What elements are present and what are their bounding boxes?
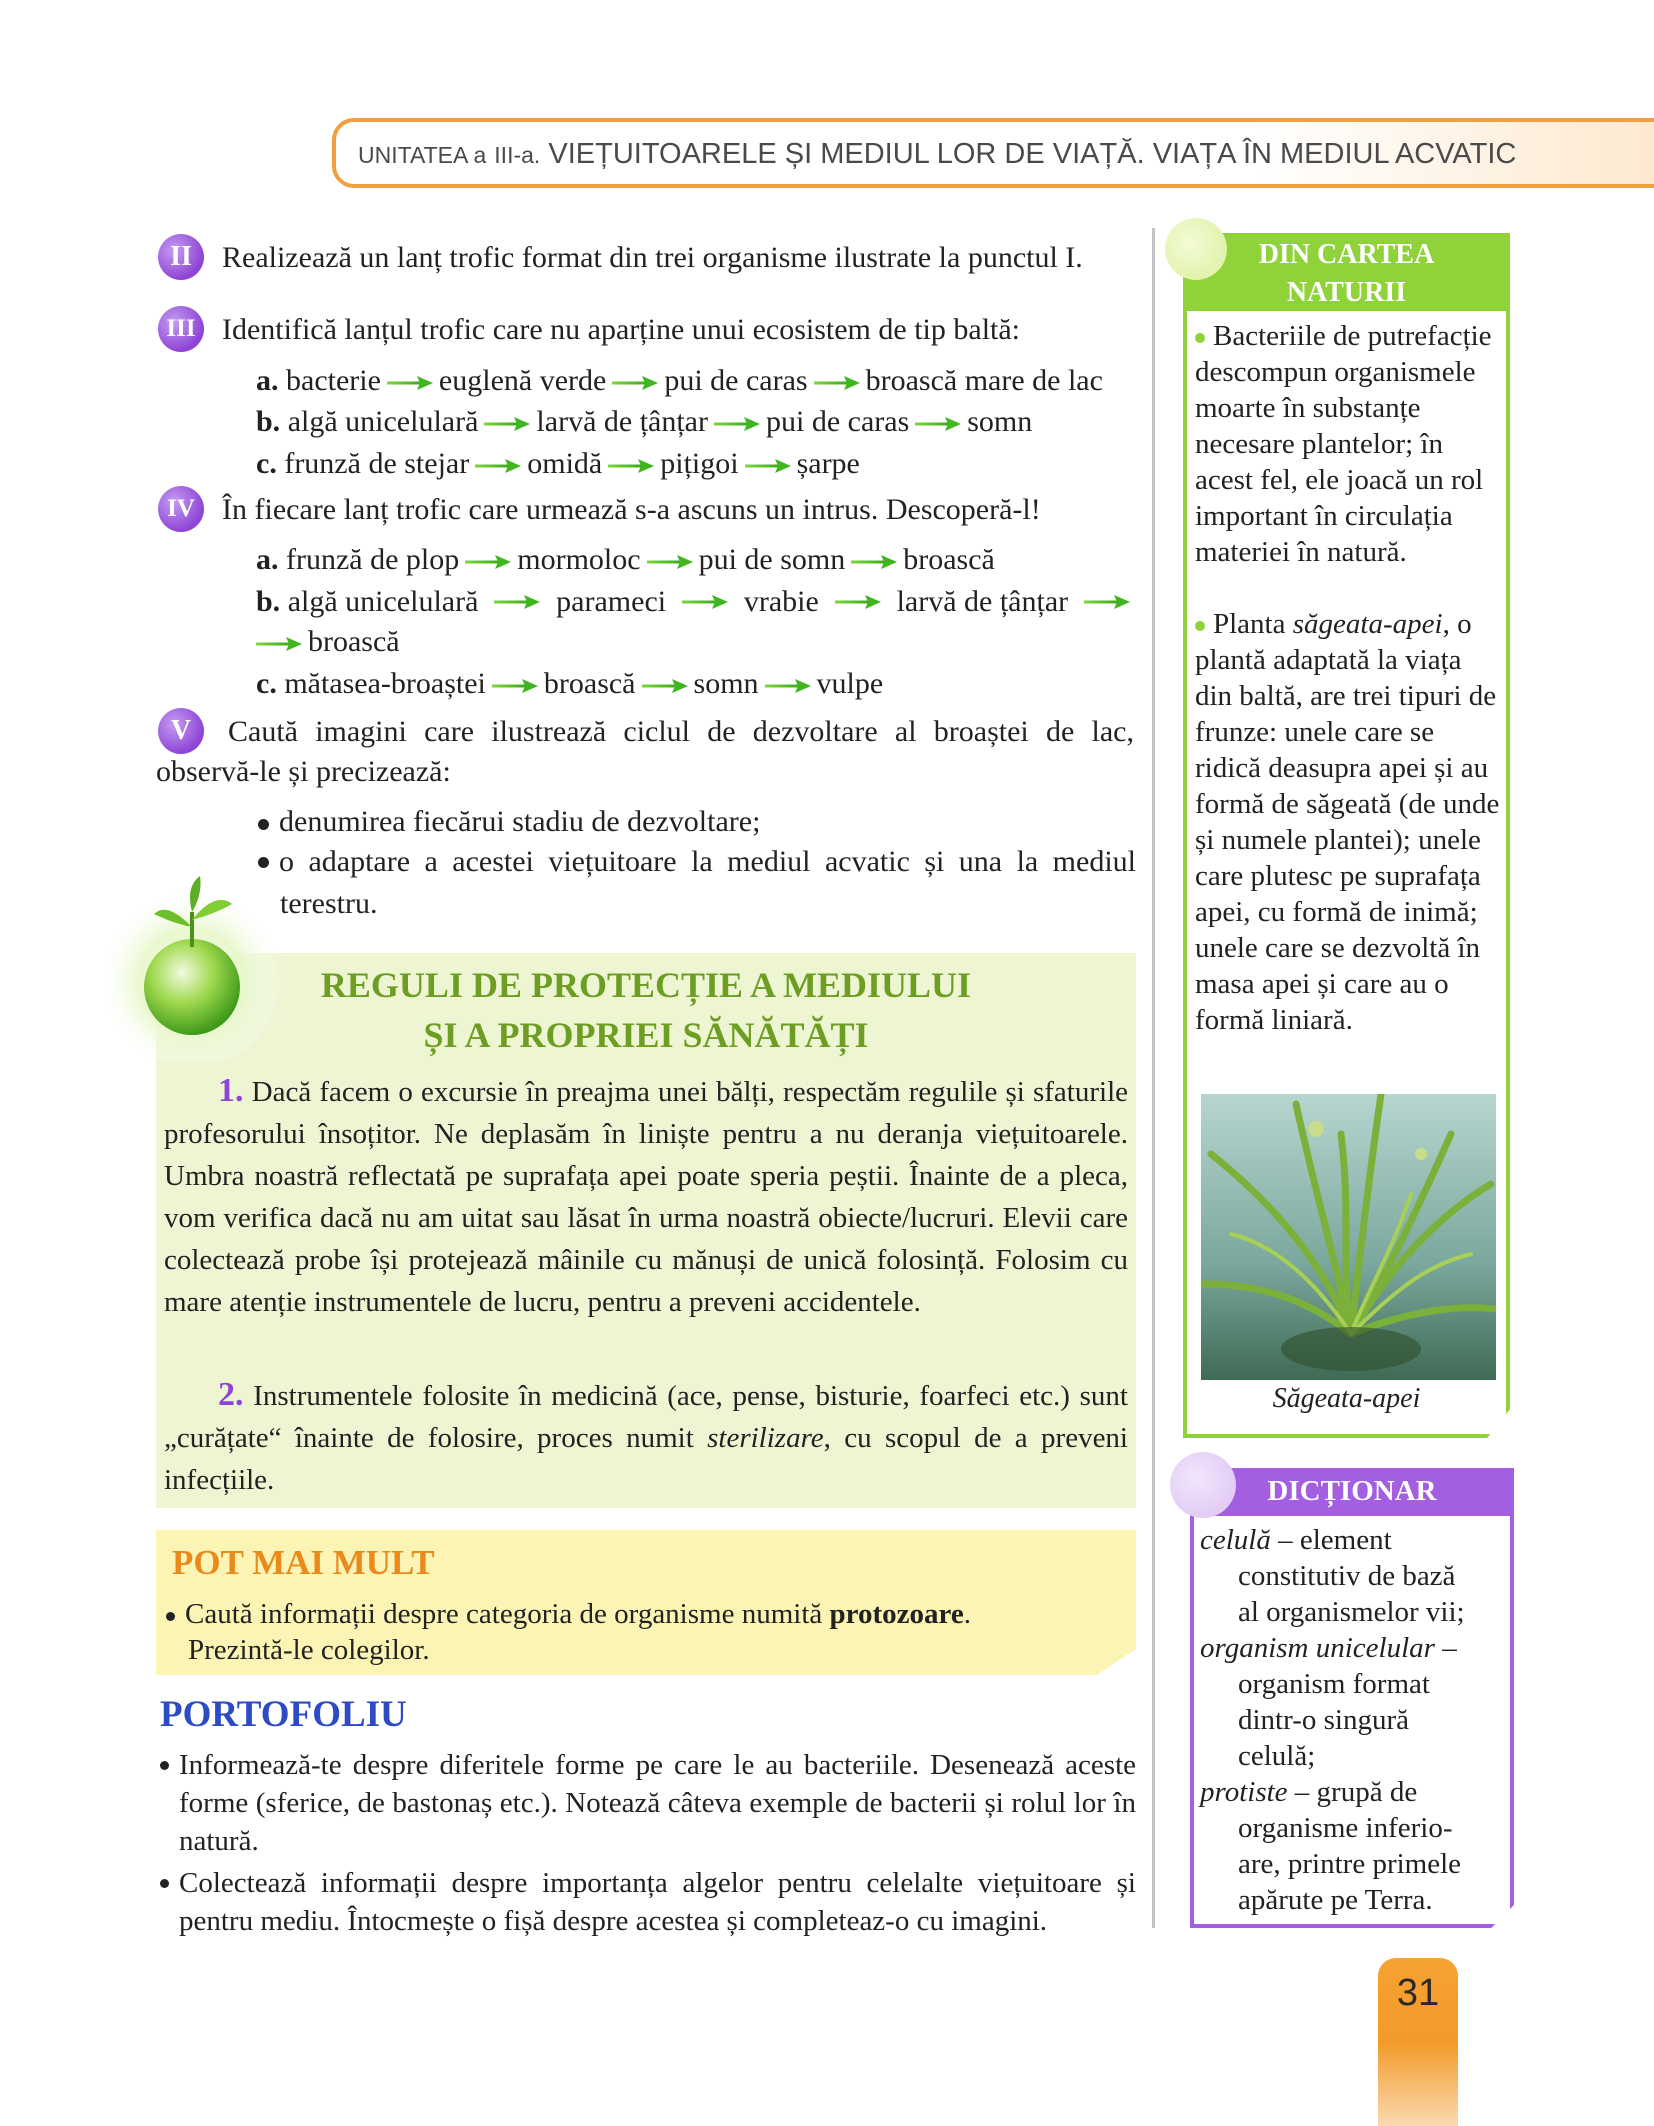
chain-item: pui de somn xyxy=(698,543,846,576)
dict-def-line: celulă; xyxy=(1238,1740,1316,1772)
dict-def-line: apărute pe Terra. xyxy=(1238,1884,1433,1916)
dict-entry-celula xyxy=(1200,1522,1392,1558)
pot-mai-mult-text xyxy=(166,1594,971,1634)
arrow-icon xyxy=(475,459,521,473)
chain-item: somn xyxy=(967,405,1033,438)
chain-letter: a. xyxy=(256,543,279,576)
chain-item: pui de caras xyxy=(765,405,910,438)
exercise-v-line2: observă-le și precizează: xyxy=(156,755,451,788)
portofoliu-text: Colectează informații despre importanța algelor pentru celelalte viețuitoare și pentru mediu. Întocmește o fișă despre acestea și completeaz-o cu imagini. xyxy=(179,1867,1136,1937)
chain-item: bacterie xyxy=(286,364,381,397)
pot-bold-term: protozoare xyxy=(829,1598,964,1630)
portofoliu-text: Informează-te despre diferitele forme pe care le au bacteriile. Desenează aceste forme (sferice, de bastonaș etc.). Notează câteva exemple de bacterii și rolul lor în natură. xyxy=(179,1749,1136,1857)
nat-italic-term: săgeata-apei xyxy=(1292,608,1443,640)
exercise-iv-badge xyxy=(158,486,204,532)
arrow-icon xyxy=(256,637,302,651)
dict-def: – element xyxy=(1278,1524,1392,1556)
chain-item: pițigoi xyxy=(660,447,739,480)
chain-item: omidă xyxy=(527,447,603,480)
exercise-v-label: V xyxy=(170,715,192,746)
rule-text: Instrumentele folosite în medicină (ace, pense, bisturie, foarfeci etc.) sunt „curățate“ înainte de folosire, proces numit xyxy=(164,1380,1128,1454)
chain-iii-b xyxy=(256,402,1032,442)
chain-item: algă unicelulară xyxy=(287,405,479,438)
dict-def: – xyxy=(1442,1632,1457,1664)
chain-item: larvă de țânțar xyxy=(896,585,1069,618)
nat-text: , o plantă adaptată la viața din baltă, are trei tipuri de frunze: unele care se ridică deasupra apei și au formă de săgeată (de unde și numele plantei); unele care plutesc pe suprafața apei, cu formă de inimă; unele care se dezvoltă în masa apei și care au o formă liniară. xyxy=(1195,608,1500,1036)
chain-item: parameci xyxy=(556,585,667,618)
bullet-icon xyxy=(1195,621,1205,631)
column-divider xyxy=(1152,228,1155,1928)
chain-item: larvă de țânțar xyxy=(536,405,708,438)
dict-term: protiste xyxy=(1200,1776,1288,1808)
bullet-icon xyxy=(160,1761,169,1770)
chain-item: euglenă verde xyxy=(438,364,607,397)
plant-image-icon xyxy=(1201,1094,1496,1380)
portofoliu-bullet2 xyxy=(160,1864,1136,1940)
arrow-icon xyxy=(1084,595,1130,609)
dict-def-line: organisme inferio- xyxy=(1238,1812,1453,1844)
nat-paragraph-1 xyxy=(1195,318,1500,570)
unit-title: VIEȚUITOARELE ȘI MEDIUL LOR DE VIAȚĂ. VIAȚA ÎN MEDIUL ACVATIC xyxy=(548,138,1517,170)
dict-def: – grupă de xyxy=(1294,1776,1418,1808)
arrow-icon xyxy=(642,679,688,693)
unit-header-text xyxy=(358,138,1516,171)
dict-entry-protiste xyxy=(1200,1774,1417,1810)
exercise-v-line1: Caută imagini care ilustrează ciclul de dezvoltare al broaștei de lac, xyxy=(228,715,1134,748)
exercise-iii-badge xyxy=(158,306,204,352)
dict-def-line: al organismelor vii; xyxy=(1238,1596,1465,1628)
arrow-icon xyxy=(612,376,658,390)
arrow-icon xyxy=(484,417,530,431)
exercise-v-bullet2-cont: terestru. xyxy=(280,887,378,920)
exercise-iv-label: IV xyxy=(167,495,195,522)
bullet-icon xyxy=(1195,333,1205,343)
rule-number: 1. xyxy=(218,1072,244,1109)
sageata-apei-image xyxy=(1201,1094,1496,1380)
rule-text-end: , cu scopul de a preveni infecțiile. xyxy=(164,1422,1128,1496)
rule-2 xyxy=(164,1374,1128,1501)
arrow-icon xyxy=(851,555,897,569)
dictionar-title: DICȚIONAR xyxy=(1267,1475,1437,1507)
arrow-icon xyxy=(765,679,811,693)
pot-mai-mult-line2: Prezintă-le colegilor. xyxy=(188,1634,430,1666)
chain-item: somn xyxy=(693,667,759,700)
dict-entry-organism-unicelular xyxy=(1200,1630,1457,1666)
chain-letter: a. xyxy=(256,364,279,397)
chain-iv-a xyxy=(256,540,995,580)
chain-letter: b. xyxy=(256,405,281,438)
exercise-ii-label: II xyxy=(170,241,192,272)
nat-text: Bacteriile de putrefacție descompun organismele moarte în substanțe necesare plantelor; în acest fel, ele joacă un rol important în circulația materiei în natură. xyxy=(1195,320,1492,568)
dict-def-line: dintr-o singură xyxy=(1238,1704,1409,1736)
exercise-v-bullet1 xyxy=(258,802,760,842)
chain-item: broască xyxy=(308,625,400,658)
din-cartea-naturii-title xyxy=(1183,236,1510,312)
rules-title xyxy=(156,960,1136,1060)
exercise-iii-text: Identifică lanțul trofic care nu aparține unui ecosistem de tip baltă: xyxy=(222,313,1021,346)
exercise-ii-badge xyxy=(158,234,204,280)
rule-1 xyxy=(164,1070,1128,1323)
bullet-icon xyxy=(166,1612,175,1621)
chain-item: broască mare de lac xyxy=(865,364,1103,397)
bullet-text: o adaptare a acestei viețuitoare la mediul acvatic și una la mediul xyxy=(279,845,1136,878)
chain-item: vulpe xyxy=(816,667,884,700)
rule-italic-term: sterilizare xyxy=(707,1422,824,1454)
chain-item: mormoloc xyxy=(517,543,641,576)
chain-letter: c. xyxy=(256,447,277,480)
arrow-icon xyxy=(745,459,791,473)
portofoliu-title: PORTOFOLIU xyxy=(160,1694,407,1735)
dict-def-line: organism format xyxy=(1238,1668,1430,1700)
chain-iii-a xyxy=(256,361,1103,401)
dict-term: organism unicelular xyxy=(1200,1632,1435,1664)
arrow-icon xyxy=(608,459,654,473)
chain-iii-c xyxy=(256,444,860,484)
pot-text-end: . xyxy=(963,1598,971,1630)
rule-number: 2. xyxy=(218,1376,244,1413)
chain-item: mătasea-broaștei xyxy=(284,667,486,700)
bullet-icon xyxy=(258,819,269,830)
arrow-icon xyxy=(494,595,540,609)
rule-text: Dacă facem o excursie în preajma unei bălți, respectăm regulile și sfaturile profesorului însoțitor. Ne deplasăm în liniște pentru a nu deranja viețuitoarele. Umbra noastră reflectată pe suprafața apei poate speria peștii. Înainte de a pleca, vom verifica dacă nu am uitat sau lăsat în urma noastră obiecte/lucruri. Elevii care colectează probe își protejează mâinile cu mănuși de unică folosință. Folosim cu mare atenție instrumentele de lucru, pentru a preveni accidentele. xyxy=(164,1076,1128,1318)
chain-iv-b-cont xyxy=(256,622,400,662)
arrow-icon xyxy=(647,555,693,569)
arrow-icon xyxy=(835,595,881,609)
arrow-icon xyxy=(915,417,961,431)
chain-letter: c. xyxy=(256,667,277,700)
arrow-icon xyxy=(714,417,760,431)
pot-text: Caută informații despre categoria de organisme numită xyxy=(185,1598,823,1630)
chain-iv-b xyxy=(256,582,1136,622)
chain-letter-wrap xyxy=(256,582,478,622)
arrow-icon xyxy=(682,595,728,609)
chain-item: broască xyxy=(543,667,636,700)
chain-item: frunză de stejar xyxy=(284,447,470,480)
exercise-ii-text: Realizează un lanț trofic format din trei organisme ilustrate la punctul I. xyxy=(222,241,1083,274)
portofoliu-bullet1 xyxy=(160,1746,1136,1860)
chain-item: broască xyxy=(903,543,995,576)
chain-item: vrabie xyxy=(743,585,819,618)
exercise-v-bullet2 xyxy=(258,842,1136,882)
chain-letter: b. xyxy=(256,585,281,618)
exercise-v-badge xyxy=(158,708,204,754)
nat-title-line1: DIN CARTEA xyxy=(1258,239,1435,270)
exercise-iii-label: III xyxy=(166,315,196,342)
rules-title-line1: REGULI DE PROTECȚIE A MEDIULUI xyxy=(320,965,972,1005)
chain-item: pui de caras xyxy=(664,364,808,397)
nat-title-line2: NATURII xyxy=(1286,277,1407,308)
pot-mai-mult-title: POT MAI MULT xyxy=(172,1543,435,1582)
page-number: 31 xyxy=(1396,1972,1440,2014)
rules-title-line2: ȘI A PROPRIEI SĂNĂTĂȚI xyxy=(423,1015,869,1055)
arrow-icon xyxy=(465,555,511,569)
nat-paragraph-2 xyxy=(1195,606,1500,1038)
bullet-text: denumirea fiecărui stadiu de dezvoltare; xyxy=(279,805,761,838)
chain-item: algă unicelulară xyxy=(287,585,479,618)
dict-term: celulă xyxy=(1200,1524,1271,1556)
dict-def-line: constitutiv de bază xyxy=(1238,1560,1456,1592)
nat-text: Planta xyxy=(1213,608,1286,640)
unit-prefix: UNITATEA a xyxy=(358,142,487,168)
chain-iv-c xyxy=(256,664,883,704)
exercise-iv-text: În fiecare lanț trofic care urmează s-a ascuns un intrus. Descoperă-l! xyxy=(222,493,1041,526)
unit-number: III-a. xyxy=(494,142,541,168)
image-caption: Săgeata-apei xyxy=(1272,1383,1421,1414)
arrow-icon xyxy=(814,376,860,390)
dict-def-line: are, printre primele xyxy=(1238,1848,1462,1880)
arrow-icon xyxy=(492,679,538,693)
chain-item: șarpe xyxy=(796,447,860,480)
bullet-icon xyxy=(160,1879,169,1888)
chain-item: frunză de plop xyxy=(286,543,460,576)
unit-header xyxy=(332,118,1654,188)
arrow-icon xyxy=(387,376,433,390)
